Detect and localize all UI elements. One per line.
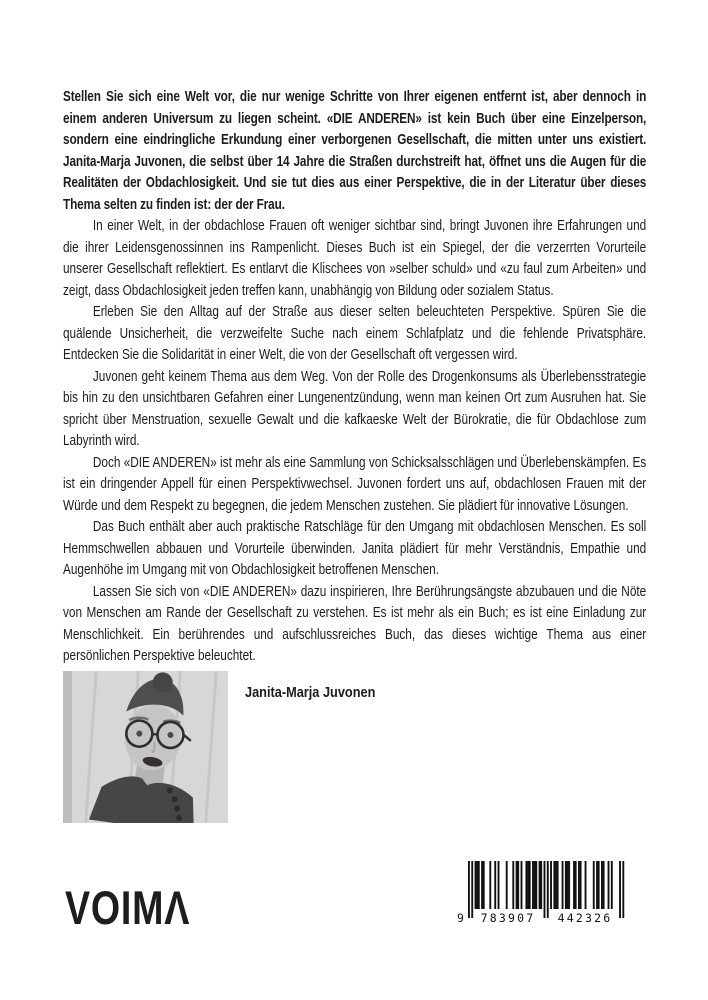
author-portrait-image [63,671,228,823]
svg-text:783907: 783907 [480,911,536,925]
author-photo [63,671,228,823]
blurb-paragraph: Juvonen geht keinem Thema aus dem Weg. Von der Rolle des Drogenkonsums als Überlebensstrategie bis hin zu den unsichtbaren Gefahren einer Lungenentzündung, wenn man keinen Ort zum Ausruhen hat. Sie spricht über Menstruation, sexuelle Gewalt und die kafkaeske Welt der Bürokratie, die für Obdachlose zum Labyrinth wird. [63,367,647,449]
blurb-paragraph: Erleben Sie den Alltag auf der Straße aus dieser selten beleuchteten Perspektive. Spüren Sie die quälende Unsicherheit, die verzweifelte Suche nach einem Schlafplatz und die fehlende Privatsphäre. Entdecken Sie die Solidarität in einer Welt, die von der Gesellschaft oft vergessen wird. [63,303,647,363]
svg-text:9: 9 [457,911,467,925]
blurb-paragraph: Lassen Sie sich von «DIE ANDEREN» dazu inspirieren, Ihre Berührungsängste abzubauen und die Nöte von Menschen am Rande der Gesellschaft zu verstehen. Es ist mehr als ein Buch; es ist eine Einladung zur Menschlichkeit. Ein berührendes und aufschlussreiches Buch, das dieses wichtige Thema aus einer persönlichen Perspektive beleuchtet. [63,582,647,664]
author-name: Janita-Marja Juvonen [245,684,376,701]
svg-text:442326: 442326 [557,911,613,925]
blurb-paragraph-lead: Stellen Sie sich eine Welt vor, die nur wenige Schritte von Ihrer eigenen entfernt ist, aber dennoch in einem anderen Universum zu liegen scheint. «DIE ANDEREN» ist kein Buch über eine Einzelperson, sondern eine eindringliche Erkundung einer verborgenen Gesellschaft, die mitten unter uns existiert. Janita-Marja Juvonen, die selbst über 14 Jahre die Straßen durchstreift hat, öffnet uns die Augen für die Realitäten der Obdachlosigkeit. Und sie tut dies aus einer Perspektive, die in der Literatur über dieses Thema selten zu finden ist: der der Frau. [63,88,647,213]
blurb [63,86,646,667]
isbn-barcode [455,860,629,932]
blurb-paragraph: Das Buch enthält aber auch praktische Ratschläge für den Umgang mit obdachlosen Menschen. Es soll Hemmschwellen abbauen und Vorurteile überwinden. Janita plädiert für mehr Verständnis, Empathie und Augenhöhe im Umgang mit von Obdachlosigkeit betroffenen Menschen. [63,518,647,578]
publisher-logo: VOIMΛ [65,881,191,934]
blurb-paragraph: In einer Welt, in der obdachlose Frauen oft weniger sichtbar sind, bringt Juvonen ihre Erfahrungen und die ihrer Leidensgenossinnen ins Rampenlicht. Dieses Buch ist ein Spiegel, der die verzerrten Vorurteile unserer Gesellschaft reflektiert. Es entlarvt die Klischees von »selber schuld» und «zu faul zum Arbeiten» und zeigt, dass Obdachlosigkeit jeden treffen kann, unabhängig von Bildung oder sozialem Status. [63,217,647,299]
blurb-paragraph: Doch «DIE ANDEREN» ist mehr als eine Sammlung von Schicksalsschlägen und Überlebenskämpfen. Es ist ein dringender Appell für einen Perspektivwechsel. Juvonen fordert uns auf, obdachlosen Frauen mit der Würde und dem Respekt zu begegnen, die jedem Menschen zustehen. Sie plädiert für innovative Lösungen. [63,453,647,514]
barcode-image [455,860,629,932]
